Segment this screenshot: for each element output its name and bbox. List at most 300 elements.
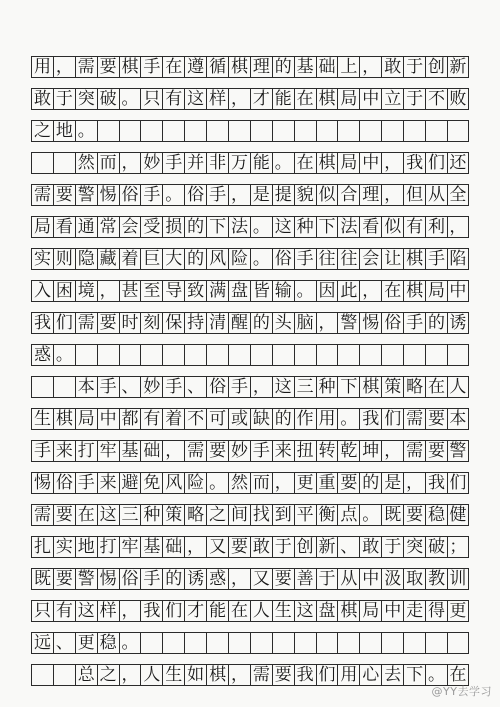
grid-cell: 、 xyxy=(119,377,141,397)
grid-cell: 下 xyxy=(316,217,338,237)
grid-cell xyxy=(403,345,425,365)
grid-cell: 本 xyxy=(447,409,469,429)
grid-cell: 实 xyxy=(53,537,75,557)
grid-cell: 要 xyxy=(97,313,119,333)
grid-cell: 总 xyxy=(75,665,97,685)
grid-row xyxy=(31,88,469,110)
grid-cell: 可 xyxy=(206,409,228,429)
grid-cell: 手 xyxy=(140,569,162,589)
grid-cell: ， xyxy=(119,665,141,685)
grid-cell: 略 xyxy=(403,377,425,397)
grid-cell: 来 xyxy=(272,441,294,461)
grid-cell: 要 xyxy=(337,473,359,493)
grid-cell: 败 xyxy=(447,89,469,109)
grid-cell: 从 xyxy=(425,185,447,205)
grid-cell: 去 xyxy=(381,665,403,685)
grid-cell: 让 xyxy=(381,249,403,269)
grid-cell xyxy=(316,121,338,141)
grid-cell: 们 xyxy=(162,601,184,621)
grid-row xyxy=(31,600,469,622)
grid-cell xyxy=(272,345,294,365)
grid-cell: 局 xyxy=(337,89,359,109)
grid-cell: 破 xyxy=(97,89,119,109)
grid-cell: 人 xyxy=(447,377,469,397)
grid-cell: 中 xyxy=(359,89,381,109)
grid-cell: ， xyxy=(272,473,294,493)
grid-cell xyxy=(140,633,162,653)
grid-cell: 下 xyxy=(206,217,228,237)
grid-cell: 之 xyxy=(31,121,53,141)
grid-cell: 在 xyxy=(75,505,97,525)
grid-cell: 础 xyxy=(140,441,162,461)
grid-cell xyxy=(294,121,316,141)
grid-cell: 陷 xyxy=(447,249,469,269)
grid-paper xyxy=(31,56,469,696)
grid-cell: 棋 xyxy=(228,57,250,77)
grid-cell: 创 xyxy=(294,537,316,557)
grid-cell xyxy=(228,633,250,653)
grid-cell: 避 xyxy=(119,473,141,493)
grid-cell: 立 xyxy=(381,89,403,109)
grid-cell: 则 xyxy=(53,249,75,269)
grid-cell: 。 xyxy=(337,409,359,429)
grid-cell: 之 xyxy=(206,505,228,525)
grid-cell: 在 xyxy=(447,665,469,685)
grid-cell: ， xyxy=(53,57,75,77)
grid-row xyxy=(31,408,469,430)
grid-cell: 警 xyxy=(447,441,469,461)
grid-cell: 新 xyxy=(447,57,469,77)
grid-cell: 局 xyxy=(31,217,53,237)
grid-cell: 这 xyxy=(184,89,206,109)
grid-cell: 貌 xyxy=(294,185,316,205)
grid-cell: 需 xyxy=(31,505,53,525)
grid-cell: 棋 xyxy=(53,409,75,429)
grid-cell: 敢 xyxy=(250,537,272,557)
grid-cell xyxy=(316,633,338,653)
grid-cell: 看 xyxy=(359,217,381,237)
grid-cell: 合 xyxy=(337,185,359,205)
grid-cell: 需 xyxy=(250,665,272,685)
grid-cell: 提 xyxy=(272,185,294,205)
grid-cell: 于 xyxy=(381,537,403,557)
grid-cell: 更 xyxy=(294,473,316,493)
grid-cell: 巨 xyxy=(140,249,162,269)
grid-cell xyxy=(294,633,316,653)
grid-cell: 敢 xyxy=(359,537,381,557)
grid-cell: 手 xyxy=(162,377,184,397)
grid-cell: 因 xyxy=(316,281,338,301)
grid-cell xyxy=(250,345,272,365)
grid-cell: 都 xyxy=(119,409,141,429)
grid-row xyxy=(31,152,469,174)
grid-cell: 致 xyxy=(184,281,206,301)
grid-cell: 们 xyxy=(381,409,403,429)
grid-cell: 们 xyxy=(316,665,338,685)
grid-cell: 需 xyxy=(403,441,425,461)
grid-cell: 险 xyxy=(228,249,250,269)
grid-cell: 只 xyxy=(140,89,162,109)
grid-cell: 不 xyxy=(425,89,447,109)
grid-cell: 需 xyxy=(75,313,97,333)
grid-cell: 俗 xyxy=(381,313,403,333)
grid-row xyxy=(31,504,469,526)
grid-row xyxy=(31,344,469,366)
grid-cell: 找 xyxy=(250,505,272,525)
grid-cell: 手 xyxy=(206,185,228,205)
grid-cell: 诱 xyxy=(447,313,469,333)
grid-cell: 风 xyxy=(206,249,228,269)
grid-cell: ， xyxy=(359,57,381,77)
grid-cell xyxy=(97,121,119,141)
grid-cell xyxy=(272,633,294,653)
grid-cell: 能 xyxy=(250,153,272,173)
grid-cell: 们 xyxy=(53,313,75,333)
grid-cell: ， xyxy=(228,569,250,589)
grid-cell: 敢 xyxy=(31,89,53,109)
grid-cell xyxy=(447,633,469,653)
grid-cell: 种 xyxy=(294,217,316,237)
grid-cell: 能 xyxy=(272,89,294,109)
grid-cell: 于 xyxy=(316,569,338,589)
grid-cell: ， xyxy=(250,377,272,397)
grid-cell xyxy=(53,665,75,685)
grid-row xyxy=(31,440,469,462)
grid-row xyxy=(31,632,469,654)
grid-cell xyxy=(381,633,403,653)
grid-cell: 这 xyxy=(294,601,316,621)
grid-cell: 如 xyxy=(184,665,206,685)
grid-cell: 要 xyxy=(425,441,447,461)
grid-cell: 生 xyxy=(272,601,294,621)
grid-cell: 远 xyxy=(31,633,53,653)
grid-row xyxy=(31,536,469,558)
grid-cell: 牢 xyxy=(119,537,141,557)
grid-cell: 并 xyxy=(184,153,206,173)
grid-cell xyxy=(75,345,97,365)
grid-cell: 输 xyxy=(272,281,294,301)
grid-cell: 缺 xyxy=(250,409,272,429)
grid-cell xyxy=(184,121,206,141)
grid-cell: 在 xyxy=(294,153,316,173)
grid-cell: ， xyxy=(228,665,250,685)
grid-cell: 基 xyxy=(140,537,162,557)
grid-cell: 人 xyxy=(250,601,272,621)
grid-cell: 棋 xyxy=(403,281,425,301)
grid-cell xyxy=(316,345,338,365)
grid-cell: 新 xyxy=(316,537,338,557)
grid-cell: 于 xyxy=(53,89,75,109)
grid-cell: 手 xyxy=(97,377,119,397)
grid-cell xyxy=(53,377,75,397)
grid-cell: 头 xyxy=(272,313,294,333)
grid-cell xyxy=(337,633,359,653)
grid-cell xyxy=(140,345,162,365)
grid-cell: 警 xyxy=(337,313,359,333)
grid-cell: 在 xyxy=(228,601,250,621)
grid-cell: 需 xyxy=(184,441,206,461)
grid-cell: 创 xyxy=(425,57,447,77)
grid-cell xyxy=(119,121,141,141)
grid-cell: 免 xyxy=(140,473,162,493)
grid-cell: 取 xyxy=(403,569,425,589)
grid-cell: 惕 xyxy=(97,569,119,589)
grid-cell: 妙 xyxy=(140,377,162,397)
grid-cell: 们 xyxy=(447,473,469,493)
grid-cell: 既 xyxy=(31,569,53,589)
grid-row xyxy=(31,472,469,494)
grid-cell: 扎 xyxy=(31,537,53,557)
grid-cell: 既 xyxy=(381,505,403,525)
grid-cell: 用 xyxy=(316,409,338,429)
grid-cell: 、 xyxy=(184,377,206,397)
grid-cell: 中 xyxy=(381,601,403,621)
grid-cell xyxy=(294,345,316,365)
grid-cell: ， xyxy=(97,281,119,301)
grid-cell: 础 xyxy=(316,57,338,77)
grid-cell: 的 xyxy=(184,217,206,237)
grid-cell: 手 xyxy=(75,473,97,493)
grid-cell: 打 xyxy=(97,537,119,557)
grid-cell: 要 xyxy=(272,569,294,589)
grid-cell: 。 xyxy=(53,345,75,365)
grid-cell xyxy=(97,345,119,365)
grid-cell: 我 xyxy=(31,313,53,333)
grid-cell xyxy=(250,121,272,141)
grid-cell: 棋 xyxy=(403,249,425,269)
grid-cell: ， xyxy=(228,185,250,205)
grid-cell: 手 xyxy=(162,153,184,173)
grid-cell: 会 xyxy=(359,249,381,269)
grid-cell: 种 xyxy=(140,505,162,525)
grid-cell: 万 xyxy=(228,153,250,173)
grid-cell: 有 xyxy=(403,217,425,237)
grid-cell: 满 xyxy=(206,281,228,301)
grid-cell: 遵 xyxy=(184,57,206,77)
grid-cell: 法 xyxy=(337,217,359,237)
grid-cell: ， xyxy=(184,537,206,557)
grid-cell: 局 xyxy=(75,409,97,429)
grid-cell: 隐 xyxy=(75,249,97,269)
grid-cell: 只 xyxy=(31,601,53,621)
grid-cell: ， xyxy=(381,441,403,461)
grid-cell: ， xyxy=(403,473,425,493)
grid-cell: 样 xyxy=(206,89,228,109)
grid-cell: 。 xyxy=(119,89,141,109)
grid-cell: 这 xyxy=(272,377,294,397)
grid-cell: 在 xyxy=(294,89,316,109)
grid-cell: 警 xyxy=(75,569,97,589)
grid-cell xyxy=(381,345,403,365)
grid-cell: ， xyxy=(359,281,381,301)
grid-cell: 敢 xyxy=(381,57,403,77)
grid-cell: 乾 xyxy=(337,441,359,461)
grid-cell: 此 xyxy=(337,281,359,301)
grid-cell: 于 xyxy=(272,537,294,557)
grid-cell xyxy=(228,121,250,141)
grid-cell: 之 xyxy=(97,665,119,685)
grid-cell: 棋 xyxy=(359,377,381,397)
grid-cell: 境 xyxy=(75,281,97,301)
grid-cell: 不 xyxy=(184,409,206,429)
grid-cell: 、 xyxy=(53,633,75,653)
grid-cell xyxy=(359,121,381,141)
grid-cell: 又 xyxy=(206,537,228,557)
grid-cell xyxy=(403,121,425,141)
grid-cell: 我 xyxy=(140,601,162,621)
grid-cell: 策 xyxy=(381,377,403,397)
grid-cell: 着 xyxy=(162,409,184,429)
grid-cell: 理 xyxy=(359,185,381,205)
grid-cell: 。 xyxy=(250,217,272,237)
grid-row xyxy=(31,664,469,686)
grid-cell: 础 xyxy=(162,537,184,557)
grid-cell: 惑 xyxy=(31,345,53,365)
grid-cell: ； xyxy=(447,537,469,557)
grid-cell: 往 xyxy=(316,249,338,269)
grid-cell: 基 xyxy=(294,57,316,77)
grid-cell: 而 xyxy=(250,473,272,493)
grid-cell: 手 xyxy=(31,441,53,461)
grid-cell: 险 xyxy=(184,473,206,493)
grid-cell: 突 xyxy=(75,89,97,109)
grid-cell: 策 xyxy=(162,505,184,525)
grid-cell: 于 xyxy=(403,89,425,109)
grid-cell xyxy=(206,633,228,653)
grid-cell xyxy=(425,633,447,653)
grid-cell xyxy=(53,153,75,173)
grid-cell: 全 xyxy=(447,185,469,205)
grid-cell: 保 xyxy=(162,313,184,333)
grid-cell: 要 xyxy=(53,569,75,589)
grid-cell: 我 xyxy=(425,473,447,493)
grid-cell: 本 xyxy=(75,377,97,397)
grid-cell xyxy=(337,121,359,141)
grid-cell: 从 xyxy=(337,569,359,589)
grid-row xyxy=(31,312,469,334)
grid-cell: 心 xyxy=(359,665,381,685)
grid-cell: 棋 xyxy=(337,601,359,621)
grid-cell: 要 xyxy=(425,409,447,429)
grid-cell: 更 xyxy=(447,601,469,621)
grid-cell: 或 xyxy=(228,409,250,429)
grid-cell: 的 xyxy=(162,569,184,589)
grid-cell: 手 xyxy=(140,185,162,205)
grid-cell: 然 xyxy=(228,473,250,493)
grid-cell: 警 xyxy=(75,185,97,205)
grid-cell: 教 xyxy=(425,569,447,589)
grid-cell: 用 xyxy=(31,57,53,77)
grid-cell: 基 xyxy=(119,441,141,461)
grid-cell xyxy=(162,633,184,653)
grid-cell: 到 xyxy=(272,505,294,525)
grid-cell: 循 xyxy=(206,57,228,77)
grid-cell: 俗 xyxy=(184,185,206,205)
grid-cell: 非 xyxy=(206,153,228,173)
grid-cell: 我 xyxy=(403,153,425,173)
grid-cell: 诱 xyxy=(184,569,206,589)
grid-cell xyxy=(184,633,206,653)
grid-cell: 中 xyxy=(359,569,381,589)
grid-cell xyxy=(359,633,381,653)
grid-cell xyxy=(31,665,53,685)
grid-cell: 入 xyxy=(31,281,53,301)
grid-cell xyxy=(447,345,469,365)
grid-cell: 需 xyxy=(75,57,97,77)
grid-cell: 来 xyxy=(97,473,119,493)
grid-cell: 要 xyxy=(97,57,119,77)
grid-cell: 有 xyxy=(53,601,75,621)
grid-cell: 要 xyxy=(53,185,75,205)
grid-cell: 俗 xyxy=(119,569,141,589)
grid-row xyxy=(31,376,469,398)
grid-cell: 清 xyxy=(206,313,228,333)
grid-cell: 手 xyxy=(294,249,316,269)
grid-cell: 三 xyxy=(294,377,316,397)
grid-cell: 得 xyxy=(425,601,447,621)
grid-cell xyxy=(162,345,184,365)
grid-cell: 点 xyxy=(337,505,359,525)
grid-cell: 甚 xyxy=(119,281,141,301)
grid-cell: 、 xyxy=(337,537,359,557)
grid-cell: 坤 xyxy=(359,441,381,461)
grid-cell: 上 xyxy=(337,57,359,77)
grid-cell: 惕 xyxy=(31,473,53,493)
grid-cell: 有 xyxy=(140,409,162,429)
grid-cell: 要 xyxy=(403,505,425,525)
grid-cell xyxy=(272,121,294,141)
grid-cell: 醒 xyxy=(228,313,250,333)
grid-cell: 惑 xyxy=(206,569,228,589)
grid-cell xyxy=(184,345,206,365)
grid-cell: 大 xyxy=(162,249,184,269)
grid-cell xyxy=(425,121,447,141)
grid-cell: 汲 xyxy=(381,569,403,589)
grid-cell: 中 xyxy=(97,409,119,429)
grid-cell: 往 xyxy=(337,249,359,269)
grid-cell: 。 xyxy=(250,249,272,269)
grid-cell: ， xyxy=(228,89,250,109)
grid-cell: 风 xyxy=(162,473,184,493)
grid-cell: 要 xyxy=(228,537,250,557)
grid-cell: 似 xyxy=(316,185,338,205)
grid-cell: 通 xyxy=(75,217,97,237)
grid-cell: 。 xyxy=(294,281,316,301)
grid-cell: 棋 xyxy=(316,153,338,173)
grid-cell: 。 xyxy=(119,633,141,653)
grid-cell: 要 xyxy=(272,665,294,685)
grid-cell: 中 xyxy=(359,153,381,173)
grid-cell: ， xyxy=(381,153,403,173)
grid-cell: ， xyxy=(119,153,141,173)
grid-cell xyxy=(228,345,250,365)
grid-cell: 地 xyxy=(53,121,75,141)
grid-cell: 于 xyxy=(403,57,425,77)
grid-cell: 在 xyxy=(381,281,403,301)
grid-cell: 在 xyxy=(162,57,184,77)
grid-cell: 受 xyxy=(140,217,162,237)
grid-cell: 走 xyxy=(403,601,425,621)
grid-cell: 持 xyxy=(184,313,206,333)
grid-cell xyxy=(119,345,141,365)
grid-cell: 中 xyxy=(447,281,469,301)
grid-cell: 需 xyxy=(403,409,425,429)
grid-cell: 脑 xyxy=(294,313,316,333)
grid-cell: 地 xyxy=(75,537,97,557)
grid-cell: 俗 xyxy=(53,473,75,493)
grid-cell: 要 xyxy=(206,441,228,461)
grid-cell: 的 xyxy=(425,313,447,333)
